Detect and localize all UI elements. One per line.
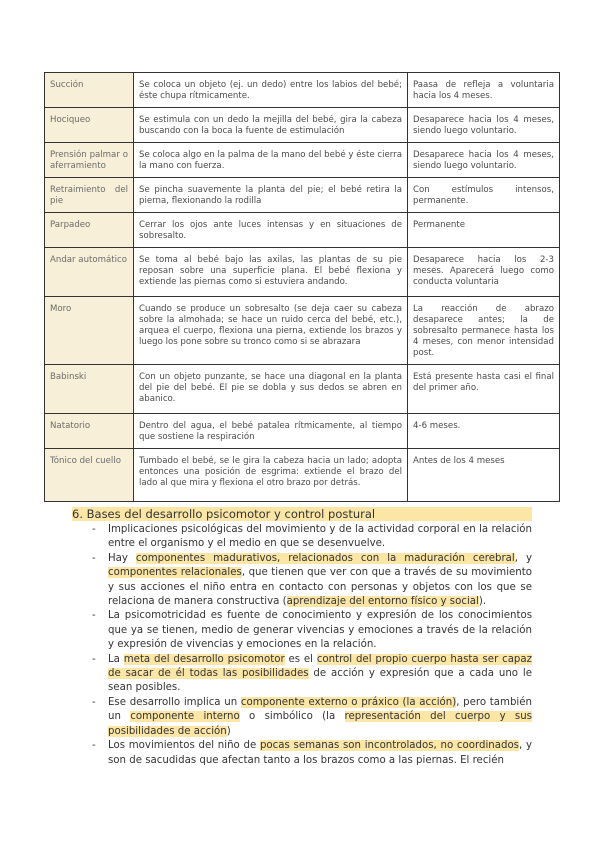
- table-row: [45, 213, 560, 248]
- reflex-evolution-cell: Está presente hasta casi el final del primer año.: [408, 365, 560, 414]
- text-run: , y son de sacudidas que afectan tanto a los brazos como a las piernas. El recién: [108, 740, 532, 766]
- reflex-evolution-cell: Desaparece hacia los 4 meses, siendo luego voluntario.: [408, 108, 560, 143]
- table-row: [45, 414, 560, 449]
- highlighted-text: componentes relacionales: [108, 567, 242, 579]
- reflex-name-cell: Prensión palmar o aferramiento: [45, 143, 134, 178]
- text-run: es el: [284, 653, 317, 665]
- reflex-evolution-cell: La reacción de abrazo desaparece antes; la de sobresalto permanece hasta los 4 meses, con menor intensidad post.: [408, 297, 560, 365]
- reflex-name-cell: Andar automático: [45, 248, 134, 297]
- text-run: , y: [514, 552, 532, 564]
- text-run: La psicomotricidad es fuente de conocimiento y expresión de los conocimientos que ya se tienen, medio de generar vivencias y emociones a través de la relación y expresión de vivencias y emociones en la relación.: [108, 610, 532, 651]
- reflex-description-cell: Dentro del agua, el bebé patalea rítmicamente, al tiempo que sostiene la respiración: [134, 414, 408, 449]
- highlighted-text: control del propio cuerpo hasta ser capaz de sacar de él todas las posibilidades: [108, 653, 532, 680]
- table-row: [45, 143, 560, 178]
- reflex-description-cell: Se toma al bebé bajo las axilas, las plantas de su pie reposan sobre una superficie plana. El bebé flexiona y extiende las piernas como si estuviera andando.: [134, 248, 408, 297]
- reflex-description-cell: Tumbado el bebé, se le gira la cabeza hacia un lado; adopta entonces una posición de esgrima: extiende el brazo del lado al que mira y flexiona el otro brazo por detrás.: [134, 449, 408, 502]
- text-run: La: [108, 653, 124, 665]
- reflex-name-cell: Parpadeo: [45, 213, 134, 248]
- text-run: Implicaciones psicológicas del movimiento y de la actividad corporal en la relación entre el organismo y el medio en que se desenvuelve.: [108, 524, 532, 550]
- highlighted-text: componentes madurativos, relacionados con la maduración cerebral: [135, 552, 515, 564]
- highlighted-text: aprendizaje del entorno físico y social: [286, 596, 479, 608]
- section-heading: 6. Bases del desarrollo psicomotor y control postural: [72, 507, 532, 521]
- reflex-name-cell: Babinski: [45, 365, 134, 414]
- reflex-evolution-cell: Antes de los 4 meses: [408, 449, 560, 502]
- text-run: o simbólico (la: [239, 711, 345, 723]
- list-item: [108, 609, 532, 652]
- reflex-evolution-cell: Permanente: [408, 213, 560, 248]
- reflex-name-cell: Succión: [45, 73, 134, 108]
- reflex-evolution-cell: Con estímulos intensos, permanente.: [408, 178, 560, 213]
- table-row: [45, 108, 560, 143]
- table-row: [45, 365, 560, 414]
- list-item: [108, 552, 532, 610]
- text-run: , pero también un: [108, 696, 532, 723]
- text-run: , que tienen que ver con que a través de su movimiento y sus acciones el niño entra en contacto con personas y objetos con los que se relaciona de manera constructiva (: [108, 567, 532, 608]
- reflex-name-cell: Tónico del cuello: [45, 449, 134, 502]
- reflex-name-cell: Moro: [45, 297, 134, 365]
- highlighted-text: meta del desarrollo psicomotor: [123, 653, 285, 665]
- list-item: [108, 739, 532, 768]
- highlighted-text: representación del cuerpo y sus posibilidades de acción: [108, 711, 532, 737]
- text-run: Hay: [108, 552, 136, 564]
- bullet-list: [72, 523, 532, 768]
- table-row: [45, 449, 560, 502]
- reflex-name-cell: Retraimiento del pie: [45, 178, 134, 213]
- text-run: ): [226, 725, 231, 737]
- reflex-name-cell: Natatorio: [45, 414, 134, 449]
- reflex-description-cell: Se pincha suavemente la planta del pie; el bebé retira la pierna, flexionando la rodilla: [134, 178, 408, 213]
- reflex-evolution-cell: Desaparece hacia los 4 meses, siendo luego voluntario.: [408, 143, 560, 178]
- reflex-evolution-cell: Desaparece hacia los 2-3 meses. Aparecerá luego como conducta voluntaria: [408, 248, 560, 297]
- text-run: ).: [478, 596, 487, 608]
- highlighted-text: pocas semanas son incontrolados, no coordinados: [259, 740, 519, 752]
- reflex-evolution-cell: Paasa de refleja a voluntaria hacia los 4 meses.: [408, 73, 560, 108]
- text-run: Ese desarrollo implica un: [108, 696, 241, 708]
- reflexes-table-body: [45, 73, 560, 502]
- table-row: [45, 178, 560, 213]
- table-row: [45, 248, 560, 297]
- text-run: de acción y expresión que a cada uno le sean posibles.: [108, 668, 532, 694]
- section-psychomotor: [72, 507, 532, 768]
- reflex-description-cell: Se coloca algo en la palma de la mano del bebé y éste cierra la mano con fuerza.: [134, 143, 408, 178]
- list-item: [108, 523, 532, 552]
- reflexes-table: [44, 72, 560, 502]
- highlighted-text: componente interno: [130, 711, 240, 723]
- table-row: [45, 73, 560, 108]
- reflex-description-cell: Con un objeto punzante, se hace una diagonal en la planta del pie del bebé. El pie se dobla y sus dedos se abren en abanico.: [134, 365, 408, 414]
- reflex-description-cell: Se estimula con un dedo la mejilla del bebé, gira la cabeza buscando con la boca la fuente de estimulación: [134, 108, 408, 143]
- reflex-name-cell: Hociqueo: [45, 108, 134, 143]
- list-item: [108, 696, 532, 739]
- reflex-evolution-cell: 4-6 meses.: [408, 414, 560, 449]
- reflex-description-cell: Cuando se produce un sobresalto (se deja caer su cabeza sobre la almohada; se hace un ruido cerca del bebé, etc.), arquea el cuerpo, flexiona una pierna, extiende los brazos y luego los pone sobre su tronco como si se abrazara: [134, 297, 408, 365]
- list-item: [108, 653, 532, 696]
- text-run: Los movimientos del niño de: [108, 740, 260, 752]
- reflex-description-cell: Cerrar los ojos ante luces intensas y en situaciones de sobresalto.: [134, 213, 408, 248]
- highlighted-text: componente externo o práxico (la acción): [240, 696, 457, 708]
- reflex-description-cell: Se coloca un objeto (ej. un dedo) entre los labios del bebé; éste chupa rítmicamente.: [134, 73, 408, 108]
- table-row: [45, 297, 560, 365]
